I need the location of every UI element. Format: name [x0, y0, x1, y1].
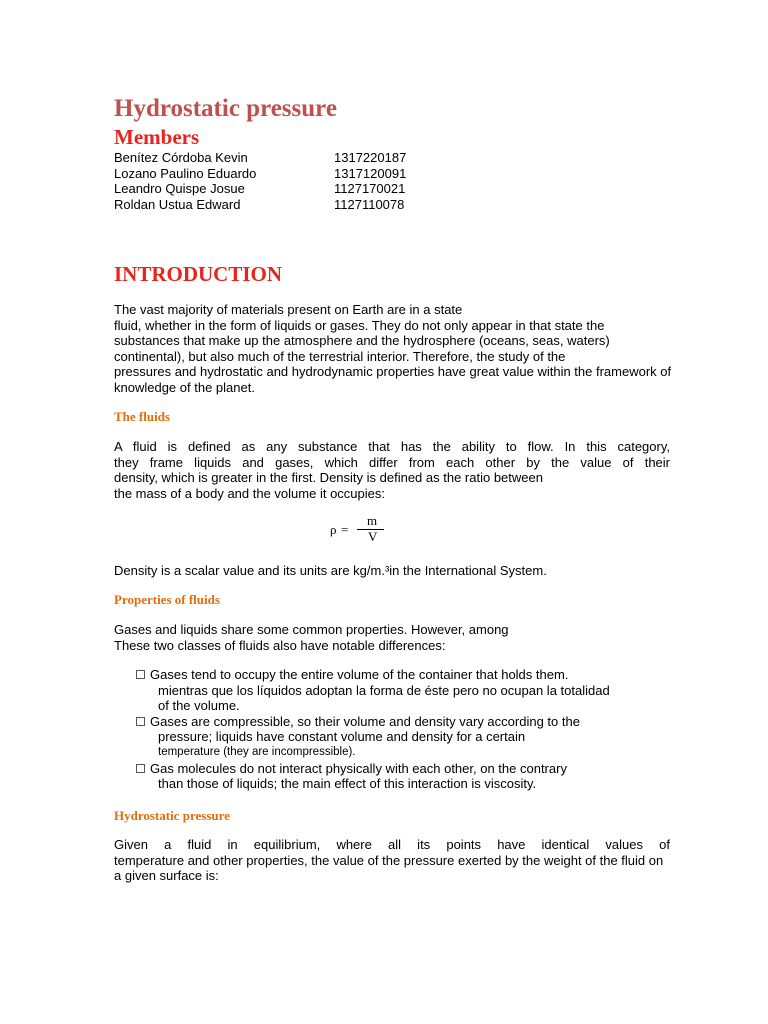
differences-list — [136, 667, 610, 792]
paragraph-line: temperature and other properties, the value of the pressure exerted by the weight of the fluid on — [114, 852, 664, 868]
formula-rho: ρ — [330, 522, 337, 537]
member-name: Benítez Córdoba Kevin — [114, 150, 248, 165]
member-id: 1127170021 — [334, 181, 406, 196]
paragraph-line: a given surface is: — [114, 868, 219, 884]
paragraph-line: Gases and liquids share some common properties. However, among — [114, 622, 509, 637]
checkbox-bullet-icon — [136, 764, 145, 773]
properties-heading: Properties of fluids — [114, 592, 220, 607]
member-name: Lozano Paulino Eduardo — [114, 165, 257, 181]
paragraph-line: Density is a scalar value and its units are kg/m.³in the International System. — [114, 563, 547, 578]
bullet-text: than those of liquids; the main effect of this interaction is viscosity. — [158, 776, 537, 792]
bullet-text: Gases tend to occupy the entire volume of the container that holds them. — [150, 667, 569, 682]
list-item — [136, 761, 610, 792]
bullet-text: of the volume. — [158, 698, 240, 714]
member-id: 1127110078 — [334, 196, 405, 212]
formula-numerator: m — [367, 513, 378, 528]
introduction-paragraph — [114, 302, 670, 396]
bullet-text: pressure; liquids have constant volume and density for a certain — [158, 729, 526, 745]
introduction-heading: INTRODUCTION — [114, 262, 283, 286]
bullet-text: temperature (they are incompressible). — [158, 745, 356, 758]
paragraph-line: These two classes of fluids also have notable differences: — [114, 637, 446, 653]
formula-equals: = — [341, 522, 349, 537]
paragraph-line: the mass of a body and the volume it occupies: — [114, 485, 385, 501]
paragraph-line: pressures and hydrostatic and hydrodynamic properties have great value within the framework of — [114, 364, 672, 380]
paragraph-line: The vast majority of materials present on Earth are in a state — [114, 302, 463, 317]
formula-denominator: V — [368, 529, 378, 544]
paragraph-line: they frame liquids and gases, which differ from each other by the value of their — [114, 454, 670, 470]
bullet-text: Gases are compressible, so their volume and density vary according to the — [150, 713, 580, 729]
paragraph-line: fluid, whether in the form of liquids or gases. They do not only appear in that state the — [114, 317, 605, 333]
properties-paragraph — [114, 622, 670, 653]
document-title: Hydrostatic pressure — [114, 95, 337, 122]
paragraph-line: continental), but also much of the terrestrial interior. Therefore, the study of the — [114, 348, 566, 364]
member-id: 1317120091 — [334, 165, 407, 181]
density-formula — [330, 513, 390, 545]
density-paragraph — [114, 563, 670, 579]
member-name: Roldan Ustua Edward — [114, 196, 241, 212]
list-item — [136, 667, 610, 714]
bullet-text: Gas molecules do not interact physically with each other, on the contrary — [150, 760, 567, 776]
paragraph-line: Given a fluid in equilibrium, where all its points have identical values of — [114, 837, 670, 852]
bullet-text: mientras que los líquidos adoptan la forma de éste pero no ocupan la totalidad — [158, 682, 610, 698]
paragraph-line: A fluid is defined as any substance that has the ability to flow. In this category, — [114, 439, 670, 454]
checkbox-bullet-icon — [136, 717, 145, 726]
paragraph-line: knowledge of the planet. — [114, 379, 255, 395]
paragraph-line: density, which is greater in the first. Density is defined as the ratio between — [114, 470, 543, 486]
paragraph-line: substances that make up the atmosphere and the hydrosphere (oceans, seas, waters) — [114, 333, 610, 349]
member-name: Leandro Quispe Josue — [114, 181, 245, 196]
members-heading: Members — [114, 125, 200, 149]
member-id: 1317220187 — [334, 150, 407, 165]
hydrostatic-paragraph — [114, 837, 670, 884]
fluids-heading: The fluids — [114, 409, 170, 424]
checkbox-bullet-icon — [136, 670, 145, 679]
hydrostatic-heading: Hydrostatic pressure — [114, 808, 230, 823]
list-item — [136, 714, 610, 761]
fluids-paragraph — [114, 439, 670, 501]
